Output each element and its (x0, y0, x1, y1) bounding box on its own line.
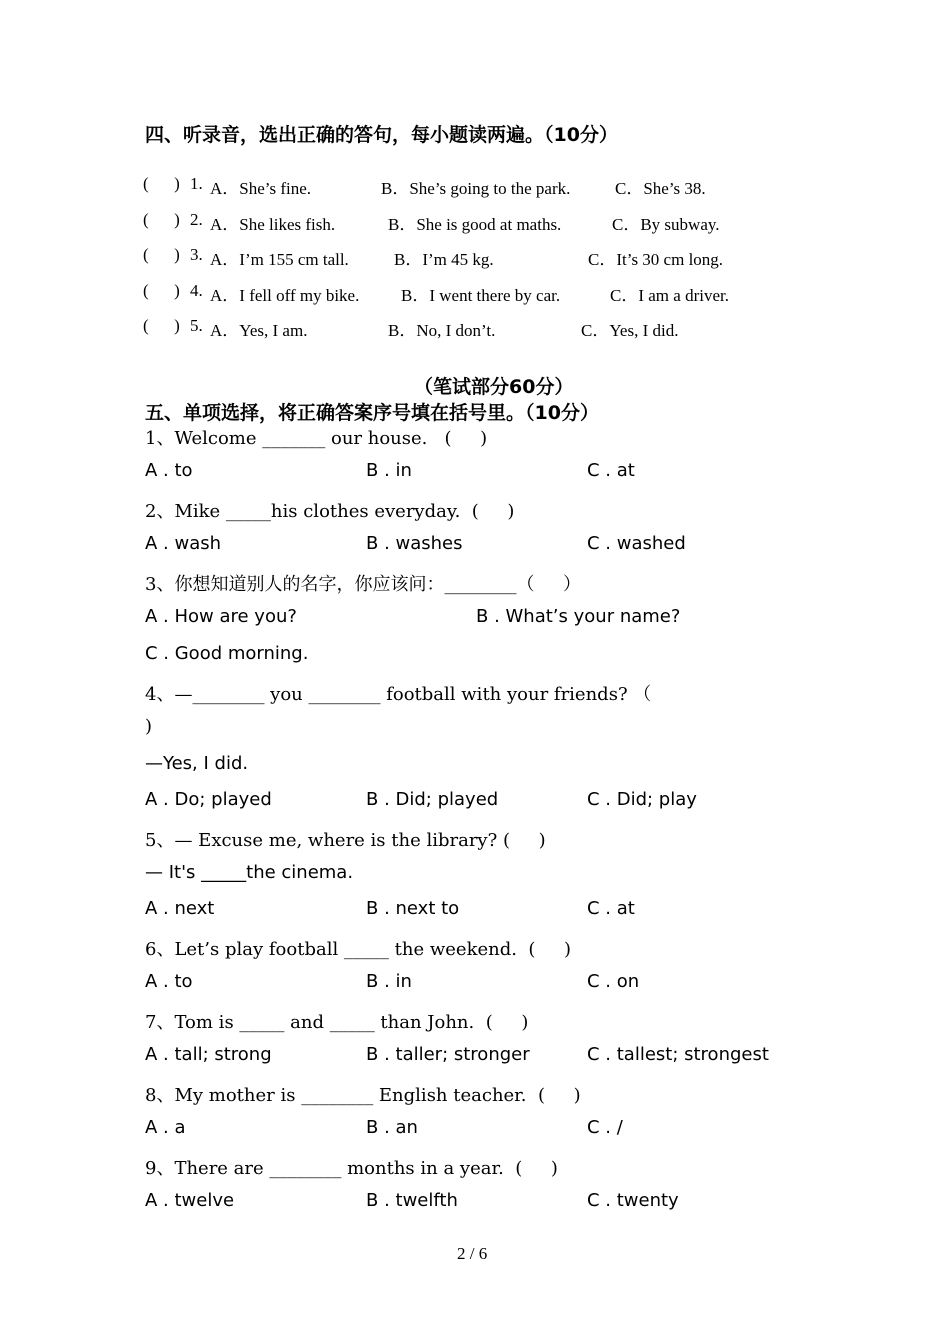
option-a: A . tall; strong (145, 1044, 272, 1065)
question-3: 3、你想知道别人的名字，你应该问：________（ ） (145, 574, 582, 595)
option-b: B．She’s going to the park. (381, 179, 571, 198)
option-b: B . Did; played (366, 789, 499, 810)
question-6: 6、Let’s play football _____ the weekend. ( ) (145, 939, 572, 960)
option-c: C．I am a driver. (610, 286, 729, 305)
option-a: A . to (145, 460, 193, 481)
item-number: 2. (190, 210, 203, 229)
item-number: 5. (190, 316, 203, 335)
answer-bracket: ( ) (143, 174, 180, 193)
page-number: 2 / 6 (457, 1244, 488, 1263)
answer-bracket: ( ) (143, 316, 180, 335)
item-number: 1. (190, 174, 203, 193)
question-2: 2、Mike _____his clothes everyday. ( ) (145, 501, 515, 522)
option-a: A．She likes fish. (210, 215, 336, 234)
question-4-reply: —Yes, I did. (145, 753, 249, 774)
option-c: C . Good morning. (145, 643, 309, 664)
option-b: B．I went there by car. (401, 286, 561, 305)
option-c: C . washed (587, 533, 686, 554)
option-c: C . tallest; strongest (587, 1044, 769, 1065)
option-c: C . twenty (587, 1190, 679, 1211)
option-a: A . wash (145, 533, 222, 554)
option-c: C . on (587, 971, 640, 992)
item-number: 3. (190, 245, 203, 264)
option-a: A . a (145, 1117, 186, 1138)
answer-bracket: ( ) (143, 281, 180, 300)
question-1: 1、Welcome _______ our house. ( ) (145, 428, 488, 449)
option-c: C . / (587, 1117, 623, 1138)
item-number: 4. (190, 281, 203, 300)
question-4-bracket-end: ) (145, 716, 153, 737)
option-b: B . in (366, 460, 412, 481)
section-5-title: 五、单项选择，将正确答案序号填在括号里。（10分） (145, 402, 599, 424)
option-a: A．I fell off my bike. (210, 286, 360, 305)
option-b: B . next to (366, 898, 460, 919)
answer-bracket: ( ) (143, 210, 180, 229)
section-4-title: 四、听录音，选出正确的答句，每小题读两遍。（10分） (145, 124, 618, 146)
option-c: C . at (587, 898, 635, 919)
question-8: 8、My mother is ________ English teacher. ( ) (145, 1085, 581, 1106)
option-b: B . washes (366, 533, 463, 554)
option-b: B．I’m 45 kg. (394, 250, 494, 269)
option-a: A . to (145, 971, 193, 992)
question-5: 5、— Excuse me, where is the library? ( ) (145, 830, 546, 851)
option-b: B . What’s your name? (476, 606, 681, 627)
option-a: A . twelve (145, 1190, 235, 1211)
option-a: A．I’m 155 cm tall. (210, 250, 349, 269)
written-part-title: （笔试部分60分） (414, 376, 574, 398)
option-c: C．By subway. (612, 215, 720, 234)
option-a: A . next (145, 898, 215, 919)
option-a: A．Yes, I am. (210, 321, 308, 340)
question-9: 9、There are ________ months in a year. ( ) (145, 1158, 558, 1179)
option-a: A．She’s fine. (210, 179, 312, 198)
option-b: B . twelfth (366, 1190, 458, 1211)
option-b: B．She is good at maths. (388, 215, 562, 234)
option-c: C．Yes, I did. (581, 321, 679, 340)
option-a: A . How are you? (145, 606, 297, 627)
option-c: C . at (587, 460, 635, 481)
option-a: A . Do; played (145, 789, 272, 810)
question-5-reply: — It's _____the cinema. (145, 862, 354, 883)
question-7: 7、Tom is _____ and _____ than John. ( ) (145, 1012, 529, 1033)
option-c: C . Did; play (587, 789, 697, 810)
answer-bracket: ( ) (143, 245, 180, 264)
question-4: 4、—________ you ________ football with your friends? （ (145, 684, 652, 705)
option-b: B . taller; stronger (366, 1044, 530, 1065)
option-b: B．No, I don’t. (388, 321, 496, 340)
option-c: C．She’s 38. (615, 179, 706, 198)
option-b: B . an (366, 1117, 418, 1138)
option-c: C．It’s 30 cm long. (588, 250, 724, 269)
option-b: B . in (366, 971, 412, 992)
